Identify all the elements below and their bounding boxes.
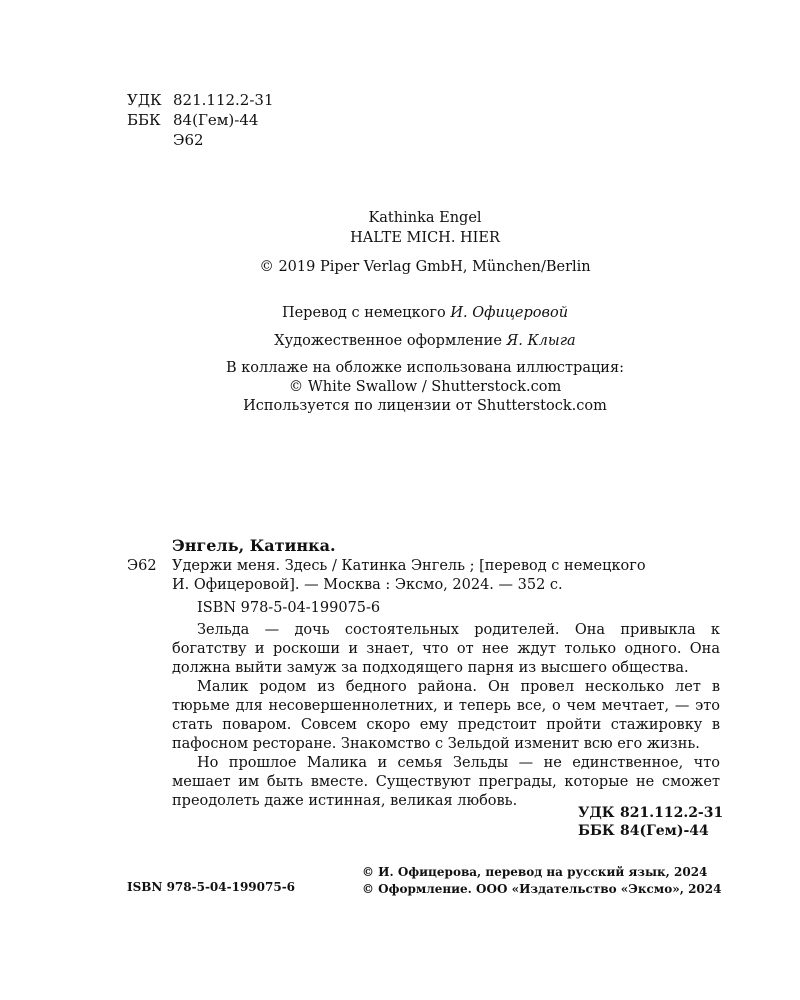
catalog-line-2: И. Офицеровой]. — Москва : Эксмо, 2024. — 352 с. [172,577,563,593]
designer-name: Я. Клыга [506,333,576,349]
original-title: HALTE MICH. HIER [350,230,500,246]
footer-copyrights [362,864,721,898]
bottom-udk-row [578,804,723,822]
bbk-value: 84(Гем)-44 [173,111,259,129]
bottom-udk-label: УДК [578,805,615,821]
collage-note: В коллаже на обложке использована иллюстрация: [225,360,624,376]
design-copyright: © Оформление. ООО «Издательство «Эксмо», 2024 [362,882,722,896]
udk-label: УДК [127,91,162,109]
annotation-paragraph: Но прошлое Малика и семья Зельды — не единственное, что мешает им быть вместе. Существуют преграды, которые не сможет преодолеть даже истинная, великая любовь. [172,755,720,809]
bbk-row [127,110,274,130]
catalog-author-mark: Э62 [127,558,157,574]
classification-codes [127,90,274,150]
original-copyright: © 2019 Piper Verlag GmbH, München/Berlin [259,259,591,275]
catalog-line-1: Удержи меня. Здесь / Катинка Энгель ; [перевод с немецкого [172,558,646,574]
annotation [172,621,720,811]
license-note: Используется по лицензии от Shutterstock.com [243,398,607,414]
bottom-bbk-row [578,822,723,840]
translator-name: И. Офицеровой [450,305,569,321]
catalog-isbn: ISBN 978-5-04-199075-6 [197,600,381,616]
translation-copyright: © И. Офицерова, перевод на русский язык, 2024 [362,865,708,879]
original-author: Kathinka Engel [368,210,482,226]
bottom-bbk-value: 84(Гем)-44 [620,823,709,839]
annotation-paragraph: Зельда — дочь состоятельных родителей. Она привыкла к богатству и роскоши и знает, что от нее ждут только одного. Она должна выйти замуж за подходящего парня из высшего общества. [172,622,720,676]
design-credit [0,331,800,351]
bottom-index [578,804,723,840]
illustration-credit: © White Swallow / Shutterstock.com [288,379,562,395]
udk-row [127,90,274,110]
bbk-label: ББК [127,111,161,129]
footer-isbn: ISBN 978-5-04-199075-6 [127,880,296,894]
udk-value: 821.112.2-31 [173,91,274,109]
catalog-heading: Энгель, Катинка. [172,536,336,555]
translation-prefix: Перевод с немецкого [281,305,446,321]
bottom-bbk-label: ББК [578,823,615,839]
translation-credit [0,303,800,323]
design-prefix: Художественное оформление [274,333,502,349]
annotation-paragraph: Малик родом из бедного района. Он провел несколько лет в тюрьме для несовершеннолетних, и теперь все, о чем мечтает, — это стать поваром. Совсем скоро ему предстоит пройти стажировку в пафосном ресторане. Знакомство с Зельдой изменит всю его жизнь. [172,679,720,752]
bottom-udk-value: 821.112.2-31 [620,805,724,821]
author-mark-row [127,130,274,150]
author-mark: Э62 [173,131,204,149]
